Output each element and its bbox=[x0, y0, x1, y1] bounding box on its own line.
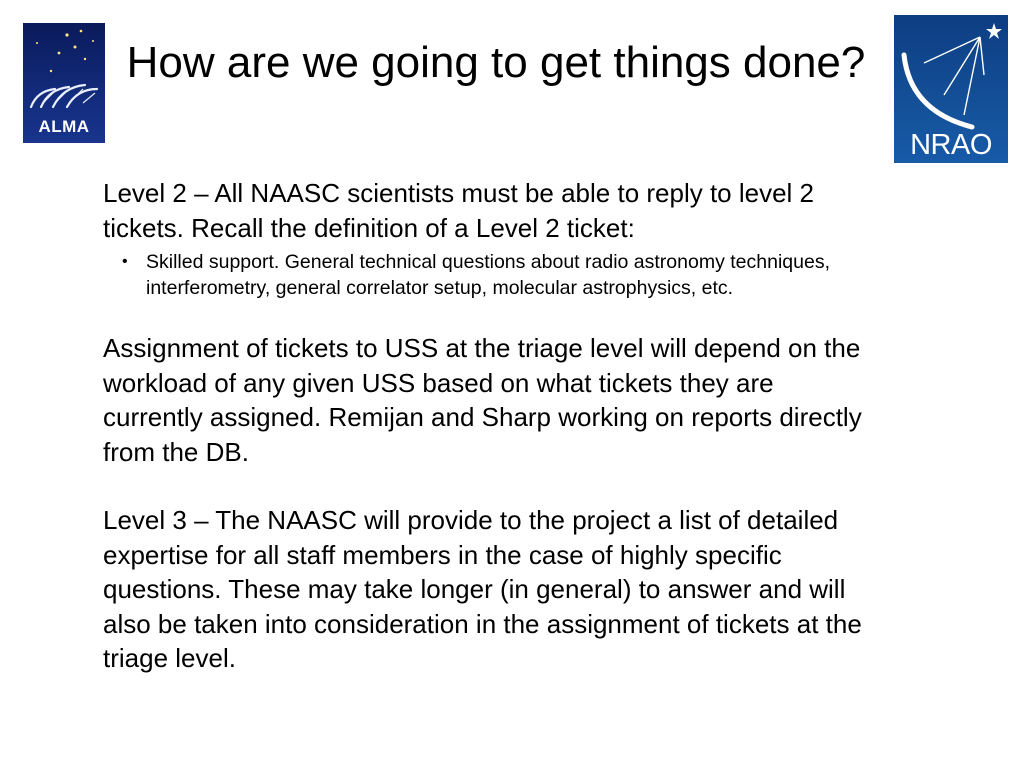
bullet-text: Skilled support. General technical questions about radio astronomy techniques, interferometry, general correlator setup, molecular astrophysics, etc. bbox=[146, 251, 830, 299]
bullet-list bbox=[103, 249, 873, 301]
paragraph-level-3: Level 3 – The NAASC will provide to the project a list of detailed expertise for all staff members in the case of highly specific questions. These may take longer (in general) to answer and will also be taken into consideration in the assignment of tickets at the triage level. bbox=[103, 505, 862, 673]
alma-logo-text: ALMA bbox=[38, 117, 90, 136]
nrao-logo-text: NRAO bbox=[910, 129, 992, 161]
bullet-dot-icon: • bbox=[122, 253, 128, 270]
paragraph-level-2: Level 2 – All NAASC scientists must be able to reply to level 2 tickets. Recall the definition of a Level 2 ticket: bbox=[103, 178, 815, 243]
paragraph-assignment: Assignment of tickets to USS at the triage level will depend on the workload of any given USS based on what tickets they are currently assigned. Remijan and Sharp working on reports directly from the DB. bbox=[103, 333, 862, 467]
slide-title: How are we going to get things done? bbox=[126, 38, 866, 87]
alma-logo bbox=[23, 23, 105, 143]
nrao-logo bbox=[894, 15, 1008, 163]
bullet-item bbox=[122, 249, 873, 301]
slide-body bbox=[103, 176, 873, 676]
